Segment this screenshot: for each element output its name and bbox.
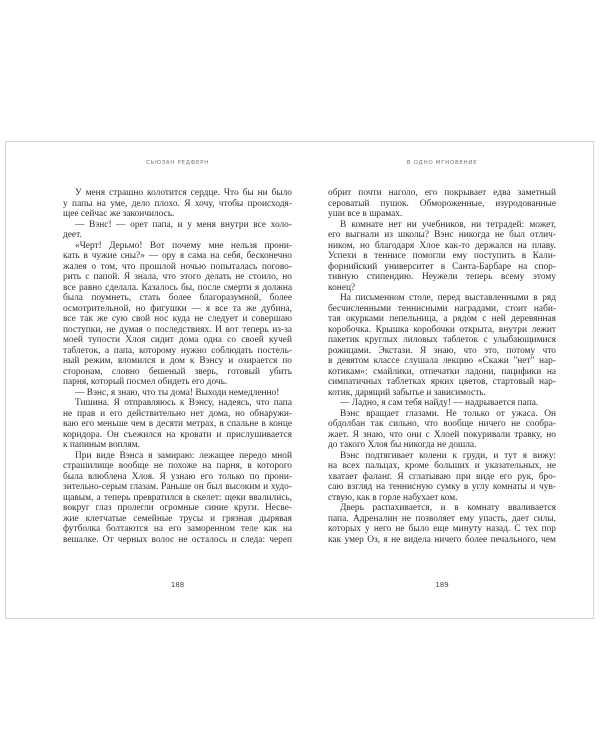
- text-line: щее сейчас же закончилось.: [63, 209, 175, 219]
- text-line: котикам»: смайлики, отпечатки ладони, пацифики на: [328, 366, 556, 377]
- text-line: к папиным воплям.: [63, 440, 140, 450]
- paragraph: [328, 398, 556, 409]
- text-line: сероватый пушок. Обмороженные, изуродованные: [328, 198, 556, 209]
- text-line: щавым, а теперь превратился в скелет: щеки ввалились,: [63, 492, 292, 503]
- paragraph: [63, 220, 292, 241]
- text-line: страшилище вообще не похоже на парня, в которого: [63, 461, 292, 471]
- text-line: не прав и его действительно нет дома, но обнаружи-: [63, 408, 292, 419]
- paragraph: [63, 451, 292, 546]
- text-line: ником, но благодаря Хлое как-то держался на плаву.: [328, 240, 556, 251]
- text-line: У меня страшно колотится сердце. Что бы ни было: [75, 188, 292, 198]
- text-line: осмотрительной, но фигушки — я все та же дубина,: [63, 303, 292, 314]
- paragraph: [328, 503, 556, 545]
- text-line: обдолбан так сильно, что вообще ничего не сообра-: [328, 419, 556, 429]
- page-body-text: [328, 188, 556, 545]
- text-line: Дверь распахивается, и в комнату вваливается: [340, 503, 556, 513]
- text-line: жие клетчатые семейные трусы и грязная дырявая: [63, 513, 292, 524]
- text-line: до такого Хлоя бы никогда не дошла.: [328, 440, 477, 450]
- paragraph: [63, 241, 292, 388]
- text-line: Вэнс подтягивает колени к груди, и тут я вижу:: [340, 450, 556, 461]
- text-line: рожицами. Экстази. Я знаю, что это, потому что: [328, 345, 556, 356]
- text-line: коробочка. Крышка коробочки открыта, внутри лежит: [328, 324, 556, 335]
- text-line: жалея о том, что прошлой ночью попыталась погово-: [63, 261, 292, 272]
- text-line: рить с папой. Я знала, что этого делать не стоило, но: [63, 272, 292, 282]
- text-line: у папы на уме, дело плохо. Я хочу, чтобы происходя-: [63, 198, 292, 209]
- text-line: футболка болтаются на его заморенном теле как на: [63, 524, 292, 534]
- text-line: На письменном столе, перед выставленными в ряд: [340, 293, 556, 303]
- text-line: ваю его меньше чем в десяти метрах, в спальне в конце: [63, 419, 292, 429]
- text-line: форнийский университет в Санта-Барбаре на спор-: [328, 261, 556, 272]
- right-page: [328, 142, 556, 618]
- text-line: При виде Вэнса я замираю: лежащее передо мной: [75, 450, 292, 461]
- paragraph: [328, 409, 556, 451]
- paragraph: [328, 220, 556, 294]
- text-line: Успехи в теннисе помогли ему поступить в Кали-: [328, 251, 556, 261]
- text-line: поступки, не думая о последствиях. И вот теперь из-за: [63, 324, 292, 335]
- text-line: таблеток, а папа, которому нужно соблюдать постель-: [63, 345, 292, 356]
- text-line: тивную стипендию. Неужели теперь всему этому: [328, 272, 556, 282]
- text-line: все так же сую свой нос куда не следует и совершаю: [63, 314, 292, 324]
- text-line: симпатичных таблетках ярких цветов, стартовый нар-: [328, 377, 556, 387]
- text-line: обрит почти наголо, его покрывает едва заметный: [328, 188, 556, 198]
- text-line: как умер Оз, я не видела ничего более печального, чем: [328, 534, 556, 545]
- text-line: бесчисленными теннисными наградами, стоит наби-: [328, 303, 556, 314]
- text-line: — Ладно, я сам тебя найду! — надрывается папа.: [340, 398, 539, 408]
- text-line: парня, который посмел обидеть его дочь.: [63, 377, 228, 387]
- text-line: уши все в шрамах.: [328, 209, 403, 219]
- text-line: ствую, как в горле набухает ком.: [328, 492, 458, 503]
- text-line: была влюблена Хлоя. Я узнаю его только по прони-: [63, 471, 292, 482]
- text-line: все равно сделала. Казалось бы, после смерти я должна: [63, 282, 292, 293]
- text-line: — Вэнс! — орет папа, и у меня внутри все холо-: [75, 219, 292, 230]
- text-line: коридора. Он съежился на кровати и прислушивается: [63, 429, 292, 440]
- text-line: деет.: [63, 230, 82, 240]
- page-number: 188: [170, 581, 185, 589]
- paragraph: [328, 451, 556, 504]
- text-line: — Вэнс, я знаю, что ты дома! Выходи немедленно!: [75, 387, 280, 398]
- text-line: на всех пальцах, кроме больших и указательных, не: [328, 461, 556, 471]
- page-body-text: [63, 188, 292, 545]
- running-head-title: В ОДНО МГНОВЕНИЕ: [406, 160, 478, 166]
- running-head-author: СЬЮЗАН РЕДФЕРН: [146, 160, 209, 166]
- text-line: его выгнали из школы? Вэнс никогда не был отлич-: [328, 230, 556, 240]
- text-line: которых у него не было еще минуту назад. С тех пор: [328, 524, 556, 534]
- text-line: хватает фаланг. Я сглатываю при виде его рук, бро-: [328, 471, 556, 482]
- paragraph: [63, 188, 292, 220]
- text-line: саю взгляд на теннисную сумку в углу комнаты и чув-: [328, 482, 556, 492]
- paragraph: [328, 188, 556, 220]
- text-line: зительно-серым глазам. Раньше он был высоким и худо-: [63, 482, 292, 492]
- text-line: жает. Я знаю, что они с Хлоей покуривали травку, но: [328, 429, 556, 440]
- text-line: папа. Адреналин не позволяет ему упасть, дает силы,: [328, 513, 556, 524]
- text-line: была поумнеть, стать более благоразумной, более: [63, 293, 292, 303]
- text-line: сторонам, словно бешеный зверь, готовый убить: [63, 366, 292, 377]
- text-line: кать в чужие сны?» — ору я сама на себя, бесконечно: [63, 251, 292, 261]
- text-line: «Черт! Дерьмо! Вот почему мне нельзя прони-: [75, 240, 292, 251]
- page-number: 189: [435, 581, 449, 589]
- text-line: Вэнс вращает глазами. Не только от ужаса. Он: [340, 408, 556, 419]
- text-line: тая окурками пепельница, а рядом с ней деревянная: [328, 314, 556, 324]
- text-line: пакетик круглых лиловых таблеток с улыбающимися: [328, 335, 556, 345]
- book-spread: [5, 141, 594, 619]
- paragraph: [328, 293, 556, 398]
- text-line: моей тупости Хлоя сидит дома одна со своей кучей: [63, 335, 292, 345]
- paragraph: [63, 398, 292, 451]
- paragraph: [63, 388, 292, 399]
- text-line: котик, дарящий забытье и зависимость.: [328, 387, 486, 398]
- text-line: в девятом классе слушала лекцию «Скажи "нет" нар-: [328, 356, 556, 366]
- left-page: [63, 142, 292, 618]
- text-line: В комнате нет ни учебников, ни тетрадей: может,: [340, 219, 556, 230]
- text-line: конец?: [328, 282, 356, 293]
- text-line: ный режим, вломился в дом к Вэнсу и озирается по: [63, 356, 292, 366]
- text-line: вешалке. От черных волос не осталось и следа: череп: [63, 534, 292, 545]
- text-line: вокруг глаз пролегли огромные синие круги. Несве-: [63, 503, 292, 513]
- text-line: Тишина. Я отправляюсь к Вэнсу, надеясь, что папа: [75, 398, 292, 408]
